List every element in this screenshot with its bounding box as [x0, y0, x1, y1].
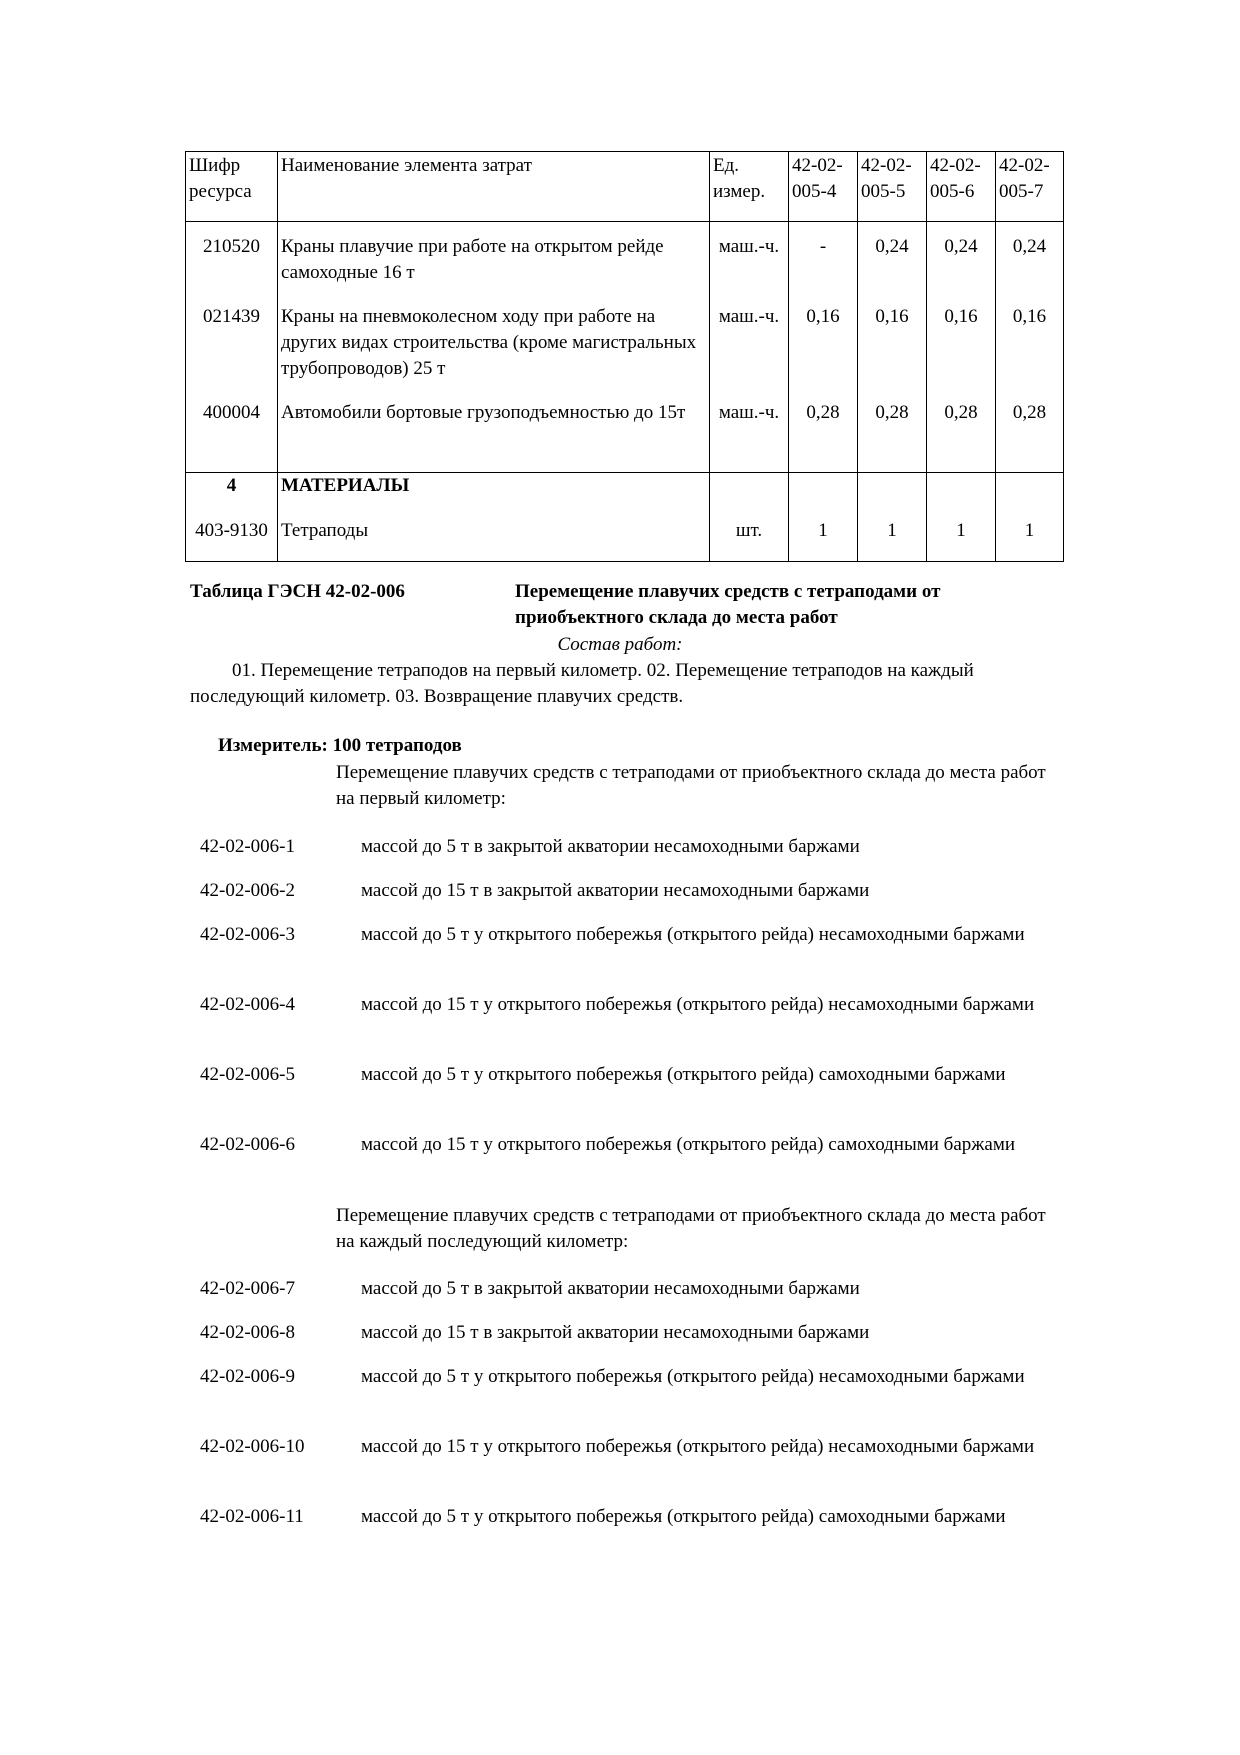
item-code: 42-02-006-11	[200, 1506, 304, 1527]
section-code: 4	[186, 473, 278, 519]
item-code: 42-02-006-7	[200, 1278, 295, 1299]
item-desc: массой до 15 т в закрытой акватории несамоходными баржами	[361, 1322, 870, 1343]
material-row	[186, 518, 1064, 562]
table-name: Перемещение плавучих средств с тетраподами от приобъектного склада до места работ	[515, 581, 941, 628]
item-desc: массой до 15 т в закрытой акватории несамоходными баржами	[361, 880, 870, 901]
row-value: 0,28	[927, 388, 996, 473]
item-code: 42-02-006-3	[200, 924, 295, 945]
row-value: 0,16	[858, 292, 927, 388]
row-value: 0,28	[858, 388, 927, 473]
item-code: 42-02-006-1	[200, 836, 295, 857]
row-unit: маш.-ч.	[710, 292, 789, 388]
composition-title: Состав работ:	[557, 634, 683, 655]
row-value: 0,24	[927, 222, 996, 293]
row-name: Автомобили бортовые грузоподъемностью до 15т	[278, 388, 710, 473]
item-desc: массой до 15 т у открытого побережья (открытого рейда) несамоходными баржами	[361, 994, 1035, 1015]
row-value: 1	[996, 518, 1064, 562]
header-col: 42-02-005-7	[996, 152, 1064, 222]
measure-unit: Измеритель: 100 тетраподов	[218, 735, 462, 756]
item-desc: массой до 15 т у открытого побережья (открытого рейда) самоходными баржами	[361, 1134, 1016, 1155]
row-code: 400004	[186, 388, 278, 473]
item-code: 42-02-006-10	[200, 1436, 305, 1457]
row-value: 0,16	[927, 292, 996, 388]
item-desc: массой до 5 т в закрытой акватории несамоходными баржами	[361, 1278, 860, 1299]
row-value: 0,16	[996, 292, 1064, 388]
row-name: Краны на пневмоколесном ходу при работе на других видах строительства (кроме магистральных трубопроводов) 25 т	[278, 292, 710, 388]
item-code: 42-02-006-5	[200, 1064, 295, 1085]
section-row	[186, 473, 1064, 519]
table-row	[186, 222, 1064, 293]
row-value: 1	[789, 518, 858, 562]
header-unit: Ед. измер.	[710, 152, 789, 222]
row-name: Краны плавучие при работе на открытом рейде самоходные 16 т	[278, 222, 710, 293]
header-code: Шифр ресурса	[186, 152, 278, 222]
item-code: 42-02-006-4	[200, 994, 295, 1015]
table-row	[186, 388, 1064, 473]
row-value: 0,28	[996, 388, 1064, 473]
item-code: 42-02-006-2	[200, 880, 295, 901]
group-heading-first-km: Перемещение плавучих средств с тетраподами от приобъектного склада до места работ на первый километр:	[336, 762, 1046, 809]
composition-text: 01. Перемещение тетраподов на первый километр. 02. Перемещение тетраподов на каждый последующий километр. 03. Возвращение плавучих средств.	[190, 660, 974, 707]
row-code: 210520	[186, 222, 278, 293]
item-code: 42-02-006-8	[200, 1322, 295, 1343]
row-unit: маш.-ч.	[710, 222, 789, 293]
row-value: 0,24	[858, 222, 927, 293]
resource-table	[185, 151, 1064, 562]
item-code: 42-02-006-9	[200, 1366, 295, 1387]
row-value: 0,28	[789, 388, 858, 473]
table-title: Таблица ГЭСН 42-02-006	[190, 581, 405, 602]
item-code: 42-02-006-6	[200, 1134, 295, 1155]
row-code: 021439	[186, 292, 278, 388]
table-header-row	[186, 152, 1064, 222]
row-code: 403-9130	[186, 518, 278, 562]
row-value: 0,16	[789, 292, 858, 388]
header-col: 42-02-005-5	[858, 152, 927, 222]
group-heading-next-km: Перемещение плавучих средств с тетраподами от приобъектного склада до места работ на каждый последующий километр:	[336, 1205, 1046, 1252]
row-value: -	[789, 222, 858, 293]
row-value: 1	[858, 518, 927, 562]
item-desc: массой до 5 т у открытого побережья (открытого рейда) несамоходными баржами	[361, 924, 1025, 945]
row-unit: маш.-ч.	[710, 388, 789, 473]
row-name: Тетраподы	[278, 518, 710, 562]
item-desc: массой до 5 т у открытого побережья (открытого рейда) самоходными баржами	[361, 1064, 1006, 1085]
item-desc: массой до 15 т у открытого побережья (открытого рейда) несамоходными баржами	[361, 1436, 1035, 1457]
item-desc: массой до 5 т у открытого побережья (открытого рейда) несамоходными баржами	[361, 1366, 1025, 1387]
section-name: МАТЕРИАЛЫ	[278, 473, 710, 519]
row-unit: шт.	[710, 518, 789, 562]
header-name: Наименование элемента затрат	[278, 152, 710, 222]
header-col: 42-02-005-6	[927, 152, 996, 222]
table-row	[186, 292, 1064, 388]
item-desc: массой до 5 т у открытого побережья (открытого рейда) самоходными баржами	[361, 1506, 1006, 1527]
item-desc: массой до 5 т в закрытой акватории несамоходными баржами	[361, 836, 860, 857]
row-value: 1	[927, 518, 996, 562]
header-col: 42-02-005-4	[789, 152, 858, 222]
row-value: 0,24	[996, 222, 1064, 293]
